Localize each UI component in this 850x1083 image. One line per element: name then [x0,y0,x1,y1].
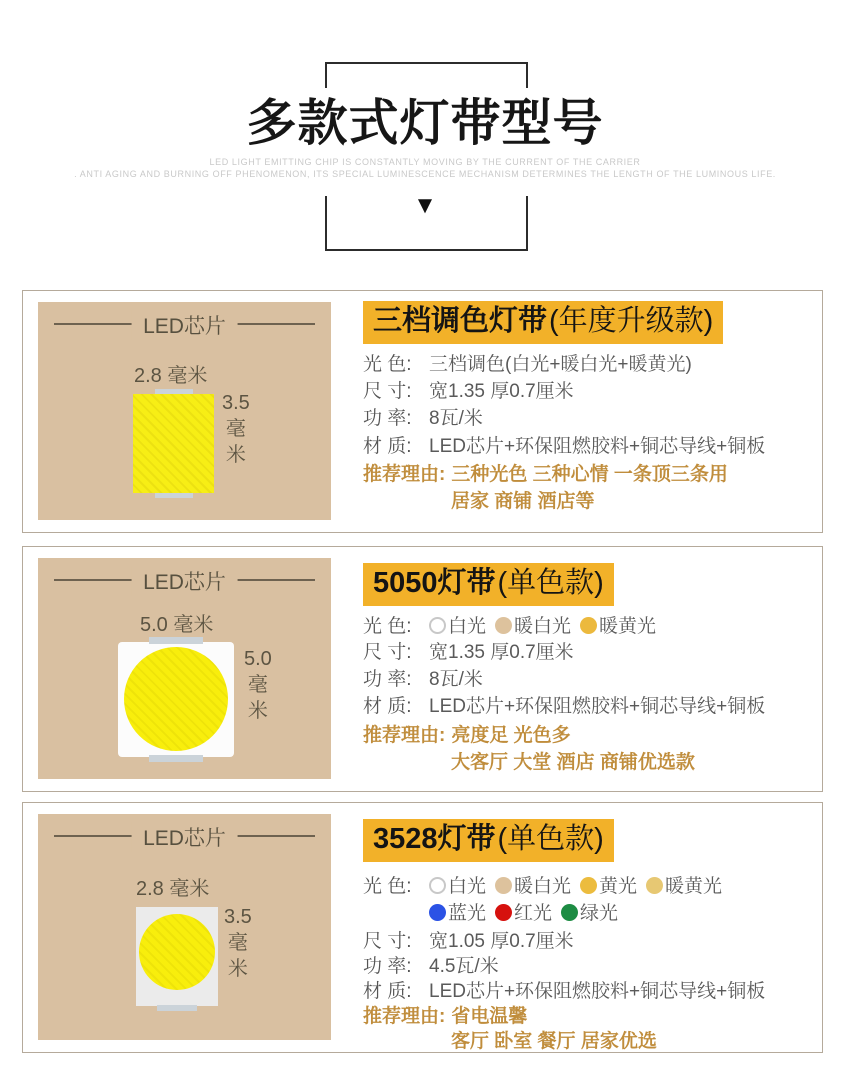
blue-dot [429,904,446,921]
spec-row-size: 尺 寸: 宽1.35 厚0.7厘米 [363,642,574,663]
light-color-option: 白光 [429,876,486,897]
product-title-badge [363,563,614,606]
light-color-option: 暖黄光 [580,616,656,637]
subtitle-line-1: LED LIGHT EMITTING CHIP IS CONSTANTLY MOVING BY THE CURRENT OF THE CARRIER [209,157,641,167]
recommend-row-1: 推荐理由: 亮度足 光色多 [363,725,571,746]
header-title-block [55,88,795,196]
product-title: 三档调色灯带 [373,305,548,337]
spec-row-light-color: 光 色: 三档调色(白光+暖白光+暖黄光) [363,354,692,375]
led-chip-graphic [133,394,214,493]
white-light-dot [429,877,446,894]
product-title-suffix: (年度升级款) [549,305,714,337]
recommend-row-2: 大客厅 大堂 酒店 商铺优选款 [451,752,695,773]
chip-height-label: 3.5 毫 米 [222,392,250,466]
recommend-row-2: 居家 商铺 酒店等 [451,491,595,512]
warm-yellow-dot [580,617,597,634]
light-color-option: 白光 [429,616,486,637]
light-color-option: 绿光 [561,903,618,924]
spec-row-power: 功 率: 8瓦/米 [363,408,483,429]
spec-row-material: 材 质: LED芯片+环保阻燃胶料+铜芯导线+铜板 [363,436,766,457]
panel-title: LED芯片 [131,566,238,596]
light-color-option: 黄光 [580,876,637,897]
chip-diagram-panel [38,814,331,1040]
page-title: 多款式灯带型号 [246,95,604,151]
led-chip-graphic [136,907,218,1006]
product-title-badge [363,301,723,344]
green-dot [561,904,578,921]
spec-row-light-color: 光 色: 白光 暖白光 暖黄光 [363,616,657,637]
chip-height-label: 5.0 毫 米 [244,648,272,722]
spec-row-material: 材 质: LED芯片+环保阻燃胶料+铜芯导线+铜板 [363,696,766,717]
spec-row-light-color-2 [429,902,627,926]
product-title: 5050灯带 [373,567,496,599]
light-color-option: 红光 [495,903,552,924]
product-title-suffix: (单色款) [497,567,604,599]
chip-height-label: 3.5 毫 米 [224,906,252,980]
chip-emitter-circle [124,647,228,751]
led-chip-graphic [118,642,234,757]
panel-title: LED芯片 [131,310,238,340]
product-title-suffix: (单色款) [497,823,604,855]
product-card-tricolor-strip [22,290,823,533]
chip-body [133,394,214,493]
light-color-option: 暖黄光 [646,876,722,897]
chip-width-label: 5.0 毫米 [140,614,214,636]
subtitle-line-2: . ANTI AGING AND BURNING OFF PHENOMENON, ITS SPECIAL LUMINESCENCE MECHANISM DETERMINES THE LENGTH OF THE LUMINOUS LIFE. [74,169,776,179]
product-card-5050-strip [22,546,823,792]
warm-yellow-dot [646,877,663,894]
product-title-badge [363,819,614,862]
recommend-row-2: 客厅 卧室 餐厅 居家优选 [451,1031,657,1052]
chip-width-label: 2.8 毫米 [134,365,208,387]
solder-pad-top [149,637,203,644]
down-triangle-icon: ▼ [413,192,437,219]
warm-white-dot [495,617,512,634]
spec-row-size: 尺 寸: 宽1.35 厚0.7厘米 [363,381,574,402]
panel-title: LED芯片 [131,822,238,852]
chip-diagram-panel [38,558,331,779]
warm-white-dot [495,877,512,894]
red-dot [495,904,512,921]
yellow-dot [580,877,597,894]
spec-row-material: 材 质: LED芯片+环保阻燃胶料+铜芯导线+铜板 [363,981,766,1002]
solder-pad-bottom [149,755,203,762]
spec-row-size: 尺 寸: 宽1.05 厚0.7厘米 [363,931,574,952]
white-light-dot [429,617,446,634]
recommend-row-1: 推荐理由: 三种光色 三种心情 一条顶三条用 [363,464,728,485]
spec-row-light-color-1: 光 色: 白光 暖白光 黄光 暖黄光 [363,876,723,897]
product-title: 3528灯带 [373,823,496,855]
product-card-3528-strip [22,802,823,1053]
light-color-option: 暖白光 [495,616,571,637]
light-color-option: 蓝光 [429,903,486,924]
chip-emitter-circle [139,914,215,990]
solder-pad-bottom [157,1005,197,1011]
chip-width-label: 2.8 毫米 [136,878,210,900]
chip-diagram-panel [38,302,331,520]
page-header [0,0,850,285]
spec-row-power: 功 率: 8瓦/米 [363,669,483,690]
recommend-row-1: 推荐理由: 省电温馨 [363,1006,528,1027]
spec-row-power: 功 率: 4.5瓦/米 [363,956,499,977]
light-color-option: 暖白光 [495,876,571,897]
